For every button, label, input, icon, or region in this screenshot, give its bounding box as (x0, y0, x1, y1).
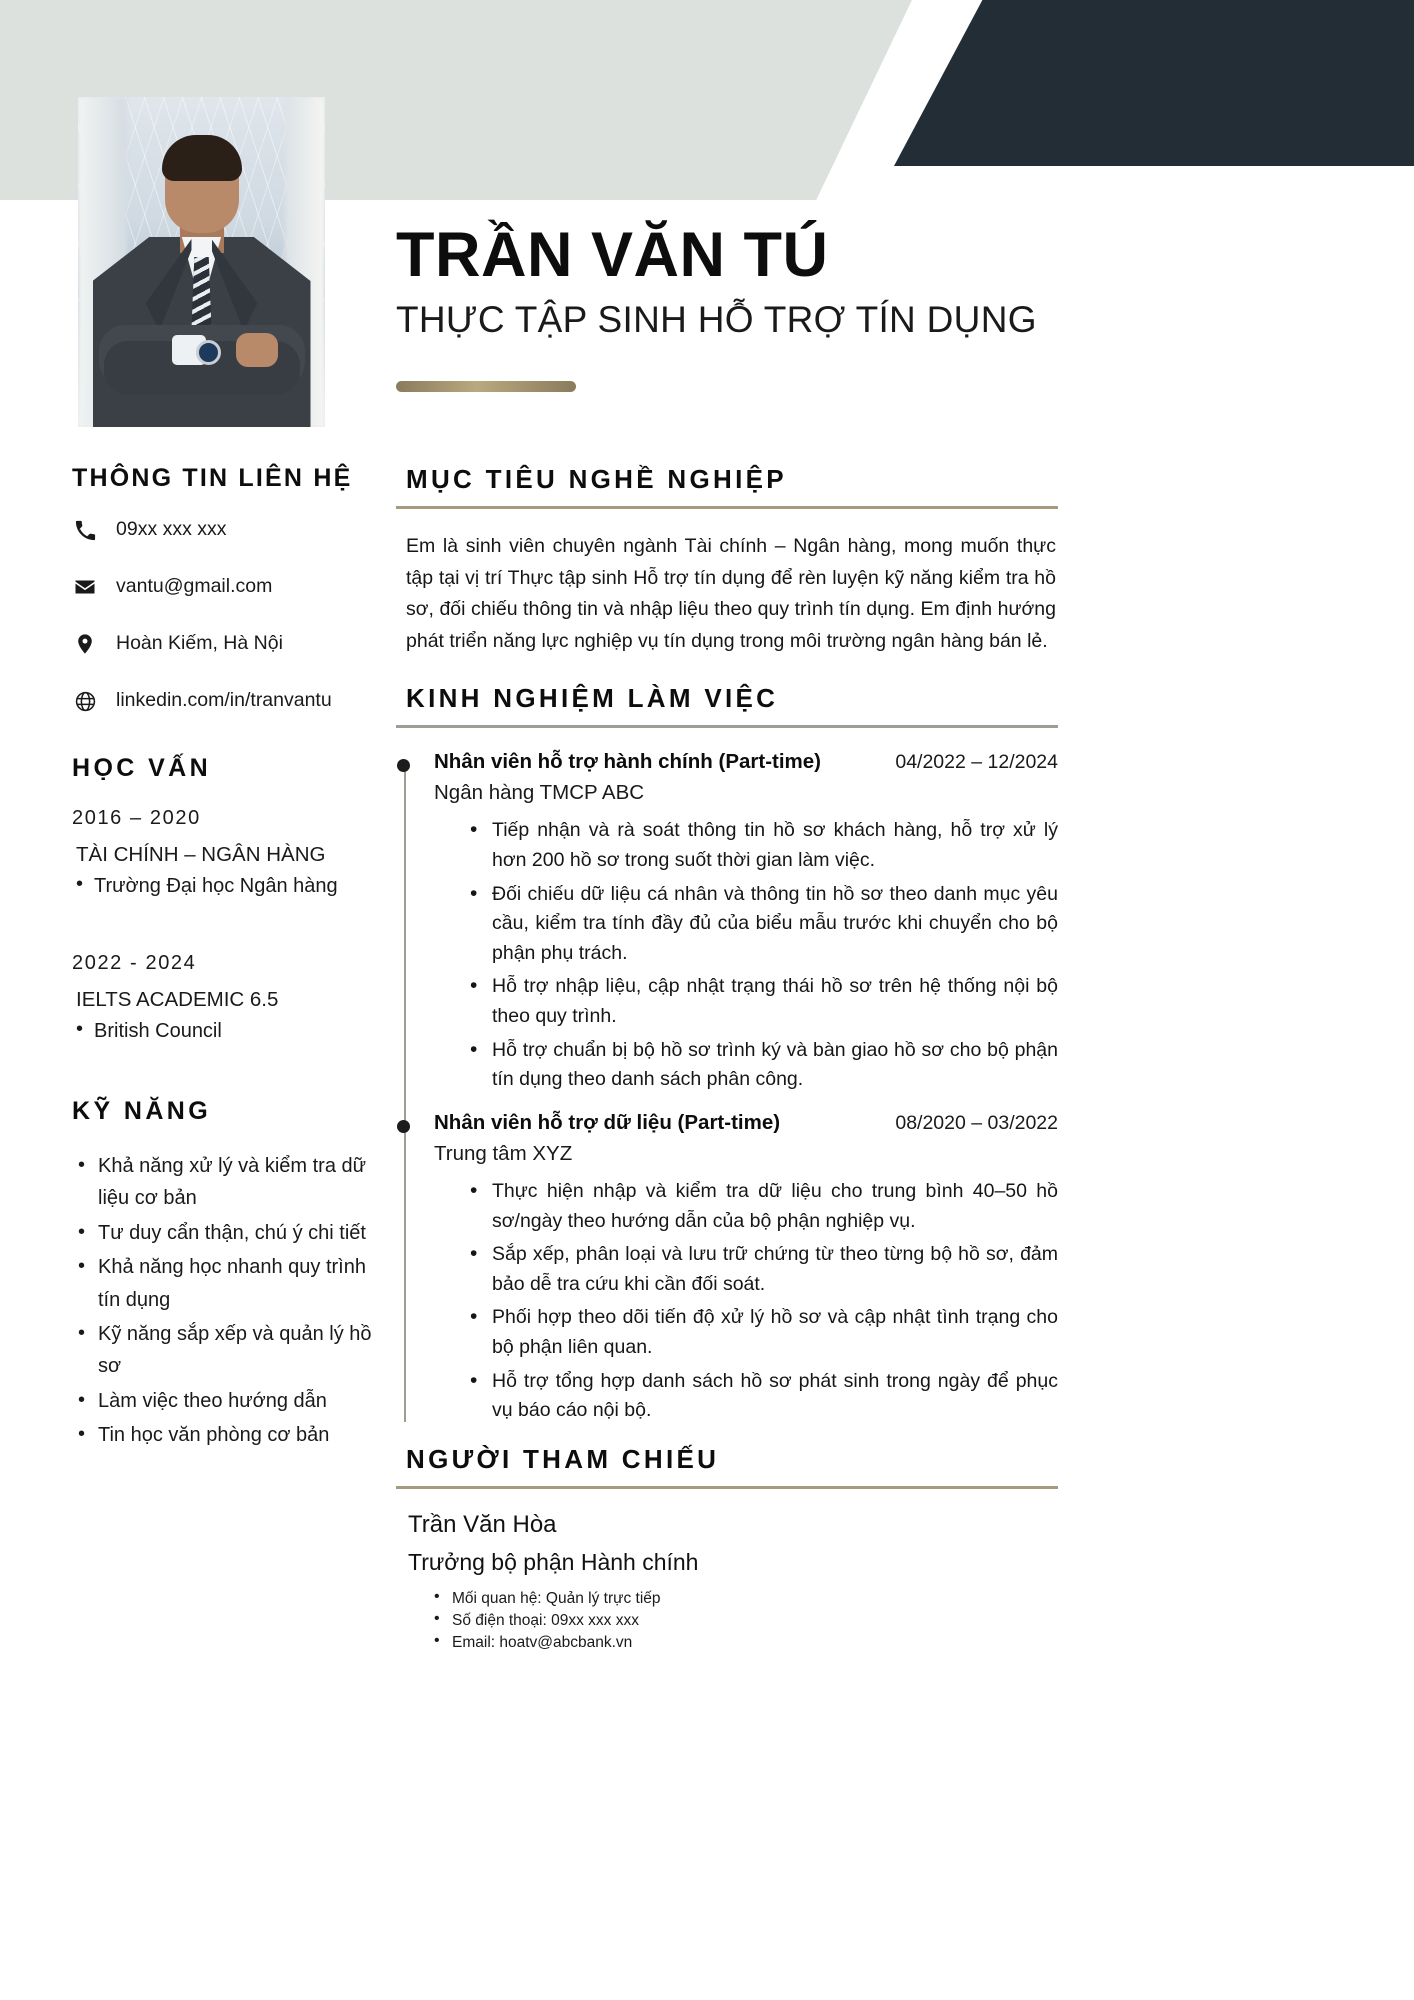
candidate-name: TRẦN VĂN TÚ (396, 220, 829, 290)
phone-icon (72, 517, 98, 543)
reference-role: Trưởng bộ phận Hành chính (408, 1548, 699, 1575)
education-major: TÀI CHÍNH – NGÂN HÀNG (76, 843, 326, 866)
photo-hand (236, 333, 278, 367)
contact-email-value: vantu@gmail.com (116, 575, 273, 598)
candidate-job-title: THỰC TẬP SINH HỖ TRỢ TÍN DỤNG (396, 299, 1037, 340)
contact-section (72, 464, 372, 714)
header-text-block (396, 220, 1037, 341)
experience-item (434, 750, 1058, 1095)
reference-name: Trần Văn Hòa (408, 1510, 557, 1538)
skills-section (72, 1097, 372, 1452)
experience-role: Nhân viên hỗ trợ dữ liệu (Part-time) (434, 1110, 781, 1134)
section-divider (396, 506, 1058, 509)
experience-bullet: • Sắp xếp, phân loại và lưu trữ chứng từ theo từng bộ hồ sơ, đảm bảo dễ tra cứu khi cần đối soát. (470, 1240, 1058, 1299)
profile-photo (78, 97, 325, 427)
experience-bullet: • Thực hiện nhập và kiểm tra dữ liệu cho trung bình 40–50 hồ sơ/ngày theo hướng dẫn của bộ phận nghiệp vụ. (470, 1177, 1058, 1236)
career-objective-section (396, 464, 1058, 657)
education-section-title: HỌC VẤN (72, 754, 212, 782)
photo-wristwatch (196, 340, 221, 365)
contact-section-title: THÔNG TIN LIÊN HỆ (72, 464, 353, 492)
main-content (396, 464, 1058, 1654)
objective-body: Em là sinh viên chuyên ngành Tài chính – Ngân hàng, mong muốn thực tập tại vị trí Thực tập sinh Hỗ trợ tín dụng để rèn luyện kỹ năng kiểm tra hồ sơ, đối chiếu thông tin và nhập liệu theo quy trình tín dụng. Em định hướng phát triển năng lực nghiệp vụ tín dụng trong môi trường ngân hàng bán lẻ. (406, 535, 1056, 652)
references-section (396, 1444, 1058, 1654)
contact-linkedin-value: linkedin.com/in/tranvantu (116, 689, 332, 712)
references-section-title: NGƯỜI THAM CHIẾU (406, 1443, 720, 1474)
skill-item: • Làm việc theo hướng dẫn (72, 1385, 372, 1417)
skill-item: • Tư duy cẩn thận, chú ý chi tiết (72, 1217, 372, 1249)
contact-row-linkedin[interactable] (72, 688, 372, 714)
dark-angle-shape (894, 0, 1414, 166)
globe-icon (72, 688, 98, 714)
reference-detail-list (396, 1588, 1058, 1654)
skill-item: • Kỹ năng sắp xếp và quản lý hồ sơ (72, 1318, 372, 1383)
contact-row-phone[interactable] (72, 517, 372, 543)
skill-item: • Tin học văn phòng cơ bản (72, 1419, 372, 1451)
mail-icon (72, 574, 98, 600)
timeline-dot (397, 1120, 410, 1133)
reference-detail: • Mối quan hệ: Quản lý trực tiếp (426, 1588, 1058, 1610)
contact-location-value: Hoàn Kiếm, Hà Nội (116, 632, 283, 655)
experience-dates: 04/2022 – 12/2024 (895, 751, 1058, 774)
objective-section-title: MỤC TIÊU NGHỀ NGHIỆP (406, 464, 787, 494)
section-divider (396, 725, 1058, 728)
reference-detail: • Số điện thoại: 09xx xxx xxx (426, 1610, 1058, 1632)
experience-bullet-list (434, 1177, 1058, 1426)
contact-phone-value: 09xx xxx xxx (116, 518, 227, 541)
work-experience-section (396, 683, 1058, 1426)
skills-section-title: KỸ NĂNG (72, 1097, 212, 1125)
timeline-line (404, 760, 406, 1422)
experience-organization: Ngân hàng TMCP ABC (434, 781, 645, 805)
reference-detail: • Email: hoatv@abcbank.vn (426, 1632, 1058, 1654)
sidebar (72, 464, 372, 1454)
education-item (72, 952, 372, 1045)
experience-bullet: • Hỗ trợ tổng hợp danh sách hồ sơ phát sinh trong ngày để phục vụ báo cáo nội bộ. (470, 1367, 1058, 1426)
experience-bullet: • Đối chiếu dữ liệu cá nhân và thông tin hồ sơ theo danh mục yêu cầu, kiểm tra tính đầy đủ của biểu mẫu trước khi chuyển cho bộ phận phụ trách. (470, 880, 1058, 969)
education-item (72, 807, 372, 900)
contact-row-email[interactable] (72, 574, 372, 600)
experience-role: Nhân viên hỗ trợ hành chính (Part-time) (434, 750, 822, 774)
experience-item (434, 1111, 1058, 1426)
experience-organization: Trung tâm XYZ (434, 1141, 573, 1165)
section-divider (396, 1486, 1058, 1489)
experience-timeline (396, 750, 1058, 1426)
skill-item: • Khả năng xử lý và kiểm tra dữ liệu cơ bản (72, 1150, 372, 1215)
timeline-dot (397, 759, 410, 772)
location-pin-icon (72, 631, 98, 657)
education-school: • Trường Đại học Ngân hàng (72, 873, 372, 900)
experience-bullet: • Hỗ trợ nhập liệu, cập nhật trạng thái hồ sơ trên hệ thống nội bộ theo quy trình. (470, 972, 1058, 1031)
experience-bullet: • Tiếp nhận và rà soát thông tin hồ sơ khách hàng, hỗ trợ xử lý hơn 200 hồ sơ trong suốt thời gian làm việc. (470, 816, 1058, 875)
education-years: 2016 – 2020 (72, 807, 201, 829)
experience-bullet: • Hỗ trợ chuẩn bị bộ hồ sơ trình ký và bàn giao hồ sơ cho bộ phận tín dụng theo danh sách phân công. (470, 1036, 1058, 1095)
gold-accent-bar (396, 381, 576, 392)
experience-header (434, 750, 1058, 774)
experience-bullet-list (434, 816, 1058, 1095)
experience-bullet: • Phối hợp theo dõi tiến độ xử lý hồ sơ và cập nhật tình trạng cho bộ phận liên quan. (470, 1303, 1058, 1362)
experience-header (434, 1111, 1058, 1135)
education-school: • British Council (72, 1018, 372, 1045)
skill-item: • Khả năng học nhanh quy trình tín dụng (72, 1251, 372, 1316)
experience-section-title: KINH NGHIỆM LÀM VIỆC (406, 683, 779, 714)
education-major: IELTS ACADEMIC 6.5 (76, 988, 279, 1011)
education-section (72, 754, 372, 1045)
education-years: 2022 - 2024 (72, 952, 197, 974)
experience-dates: 08/2020 – 03/2022 (895, 1111, 1058, 1134)
contact-row-location[interactable] (72, 631, 372, 657)
